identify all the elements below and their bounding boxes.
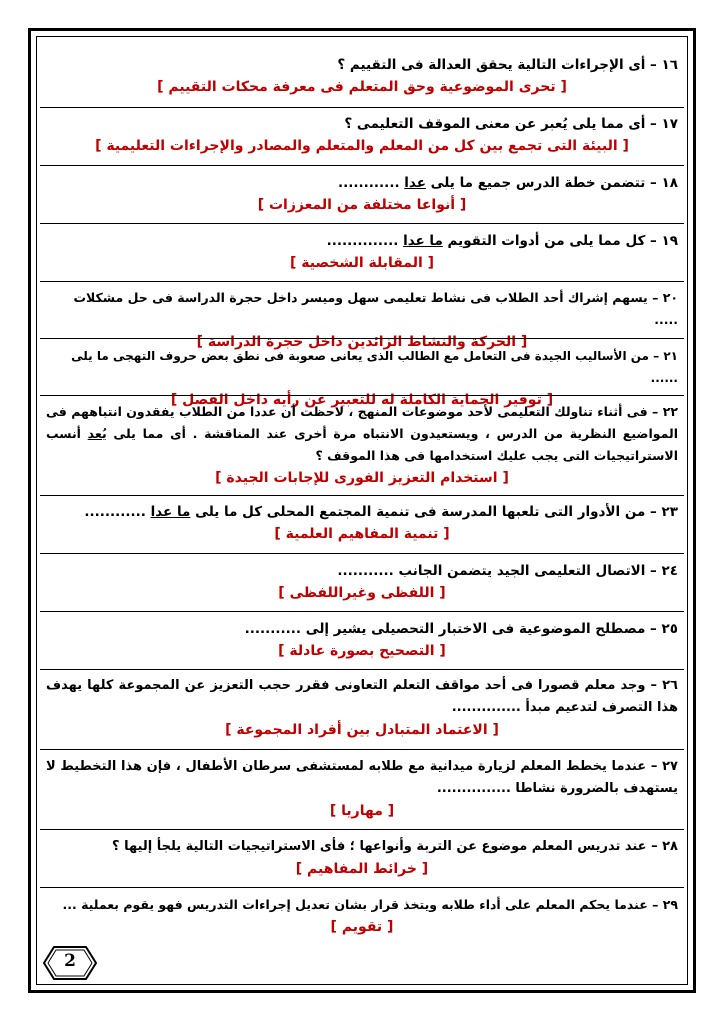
divider	[40, 495, 684, 496]
divider	[40, 887, 684, 888]
answer: [ استخدام التعزيز الفورى للإجابات الجيدة ]	[215, 470, 509, 486]
answer: [ التصحيح بصورة عادلة ]	[278, 643, 446, 659]
question-text: ٢٥ – مصطلح الموضوعية فى الاختبار التحصيلى يشير إلى ...........	[244, 621, 678, 637]
answer: [ أنواعا مختلفة من المعززات ]	[257, 197, 467, 213]
answer: [ توفير الحماية الكاملة له للتعبير عن رأيه داخل الفصل ]	[170, 392, 554, 408]
question-text: ٢٩ – عندما يحكم المعلم على أداء طلابه ويتخذ قرار بشان تعديل إجراءات التدريس فهو يقوم بعملية ...	[62, 897, 678, 912]
question-text: ٢٢ – فى أثناء تناولك التعليمى لأحد موضوعات المنهج ، لاحظت أن عددا من الطلاب يفقدون انتباههم فى المواضيع النظرية من الدرس ، ويستعيدون الانتباه مرة أخرى عند المناقشة . أى مما يلى يُعد أنسب الاستراتيجيات التى يجب عليك استخدامها فى هذا الموقف ؟	[46, 404, 678, 463]
question-text: ١٦ – أى الإجراءات التالية يحقق العدالة فى التقييم ؟	[337, 57, 678, 73]
question-29	[40, 894, 684, 938]
question-text: ٢٨ – عند تدريس المعلم موضوع عن التربة وأنواعها ؛ فأى الاستراتيجيات التالية يلجأ إليها ؟	[112, 839, 678, 854]
question-text: ٢٤ – الاتصال التعليمى الجيد يتضمن الجانب ...........	[337, 563, 678, 579]
divider	[40, 107, 684, 108]
answer: [ المقابلة الشخصية ]	[289, 255, 435, 271]
question-16	[40, 54, 684, 98]
question-19	[40, 230, 684, 274]
question-text: ١٧ – أى مما يلى يُعبر عن معنى الموقف التعليمى ؟	[344, 116, 678, 132]
answer: [ خرائط المفاهيم ]	[295, 861, 429, 877]
answer: [ تقويم ]	[330, 919, 394, 935]
question-25	[40, 618, 684, 662]
question-text: ١٩ – كل مما يلى من أدوات التقويم ما عدا ..............	[326, 233, 678, 249]
question-23	[40, 501, 684, 545]
divider	[40, 223, 684, 224]
answer: [ البيئة التى تجمع بين كل من المعلم والمتعلم والمصادر والإجراءات التعليمية ]	[95, 138, 629, 154]
divider	[40, 829, 684, 830]
divider	[40, 338, 684, 339]
answer: [ اللفظى وغيراللفظى ]	[278, 585, 446, 601]
page-number-badge	[42, 945, 98, 981]
divider	[40, 395, 684, 396]
question-17	[40, 113, 684, 157]
divider	[40, 749, 684, 750]
question-18	[40, 172, 684, 216]
divider	[40, 611, 684, 612]
divider	[40, 165, 684, 166]
answer: [ الحركة والنشاط الزائدين داخل حجرة الدراسة ]	[196, 334, 528, 350]
divider	[40, 669, 684, 670]
answer: [ تحرى الموضوعية وحق المتعلم فى معرفة محكات التقييم ]	[157, 79, 567, 95]
question-text: ٢٦ – وجد معلم قصورا فى أحد مواقف التعلم التعاونى فقرر حجب التعزيز عن المجموعة كلها يهدف هذا التصرف لتدعيم مبدأ ..............	[46, 678, 678, 715]
question-28	[40, 836, 684, 880]
question-24	[40, 560, 684, 604]
question-text: ٢٠ – يسهم إشراك أحد الطلاب فى نشاط تعليمى سهل وميسر داخل حجرة الدراسة فى حل مشكلات .....	[73, 290, 678, 327]
question-20	[40, 287, 684, 353]
question-26	[40, 675, 684, 741]
answer: [ الاعتماد المتبادل بين أفراد المجموعة ]	[225, 722, 499, 738]
answer: [ تنمية المفاهيم العلمية ]	[274, 526, 450, 542]
divider	[40, 281, 684, 282]
question-text: ٢٣ – من الأدوار التى تلعبها المدرسة فى تنمية المجتمع المحلى كل ما يلى ما عدا ............	[84, 504, 678, 520]
page-number: 2	[64, 951, 76, 971]
question-text: ٢٧ – عندما يخطط المعلم لزيارة ميدانية مع طلابه لمستشفى سرطان الأطفال ، فإن هذا التخطيط لا يستهدف بالضرورة نشاطا ...............	[46, 759, 678, 796]
question-27	[40, 756, 684, 822]
question-text: ١٨ – تتضمن خطة الدرس جميع ما يلى عدا ............	[338, 175, 678, 191]
divider	[40, 553, 684, 554]
question-22	[40, 401, 684, 489]
answer: [ مهاريا ]	[329, 803, 395, 819]
question-text: ٢١ – من الأساليب الجيدة فى التعامل مع الطالب الذى يعانى صعوبة فى نطق بعض حروف التهجى ما يلى ......	[71, 349, 678, 385]
